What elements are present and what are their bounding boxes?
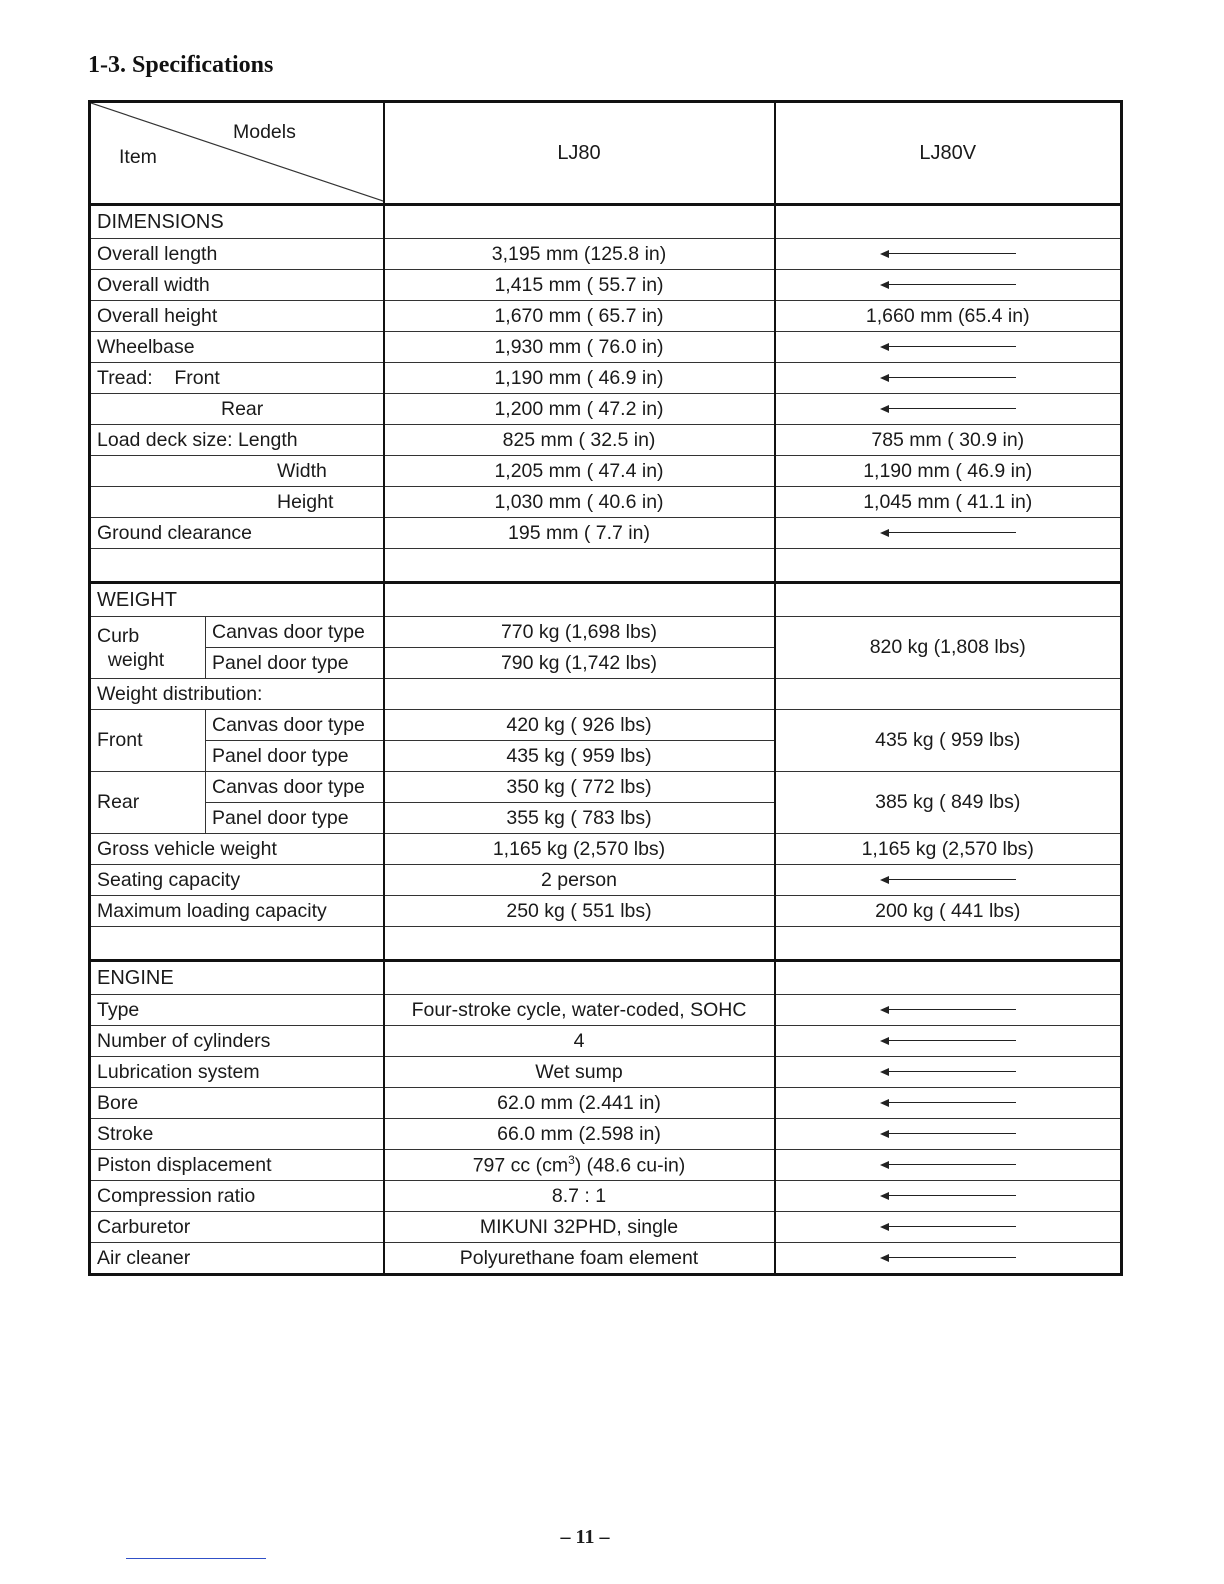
header-item-models-cell: [90, 102, 384, 205]
arrow-left-icon: [880, 1191, 1016, 1201]
row-label: Overall length: [90, 239, 384, 270]
arrow-left-icon: [880, 1098, 1016, 1108]
table-row: [90, 363, 1122, 394]
value-lj80: 797 cc $(cm^3)$ (48.6 cu-in): [384, 1150, 775, 1181]
value-lj80: 350 kg ( 772 lbs): [384, 772, 775, 803]
table-row: [90, 679, 1122, 710]
table-row: [90, 1026, 1122, 1057]
arrow-left-icon: [880, 1036, 1016, 1046]
arrow-left-icon: [880, 280, 1016, 290]
row-label: Lubrication system: [90, 1057, 384, 1088]
footer-rule: [126, 1558, 266, 1559]
table-row: [90, 1150, 1122, 1181]
row-label: Canvas door type: [206, 710, 384, 741]
value-lj80: MIKUNI 32PHD, single: [384, 1212, 775, 1243]
table-row: [90, 239, 1122, 270]
value-lj80: 770 kg (1,698 lbs): [384, 617, 775, 648]
table-row: [90, 425, 1122, 456]
value-lj80v: 820 kg (1,808 lbs): [775, 617, 1122, 679]
table-row: [90, 270, 1122, 301]
value-lj80: 1,165 kg (2,570 lbs): [384, 834, 775, 865]
row-label: Width: [90, 456, 384, 487]
arrow-left-icon: [880, 1005, 1016, 1015]
table-row-spacer: [90, 927, 1122, 961]
table-row: [90, 1243, 1122, 1275]
row-label: Wheelbase: [90, 332, 384, 363]
value-lj80v: 200 kg ( 441 lbs): [775, 896, 1122, 927]
table-row: [90, 456, 1122, 487]
specifications-table: [88, 100, 1123, 1276]
rear-label: Rear: [90, 772, 206, 834]
page-heading: 1-3. Specifications: [88, 52, 274, 78]
value-lj80: Polyurethane foam element: [384, 1243, 775, 1275]
table-header-row: [90, 102, 1122, 205]
table-row: [90, 1088, 1122, 1119]
page-number: – 11 –: [560, 1526, 610, 1548]
arrow-left-icon: [880, 1160, 1016, 1170]
table-row: [90, 961, 1122, 995]
table-row: [90, 1057, 1122, 1088]
table-row: [90, 896, 1122, 927]
value-lj80: Wet sump: [384, 1057, 775, 1088]
arrow-left-icon: [880, 1253, 1016, 1263]
load-deck-label: Load deck size:: [97, 428, 233, 451]
table-row: [90, 583, 1122, 617]
row-label: Weight distribution:: [90, 679, 384, 710]
value-lj80: 66.0 mm (2.598 in): [384, 1119, 775, 1150]
value-lj80: 3,195 mm (125.8 in): [384, 239, 775, 270]
value-lj80v: 1,045 mm ( 41.1 in): [775, 487, 1122, 518]
row-label: Overall width: [90, 270, 384, 301]
value-lj80: 250 kg ( 551 lbs): [384, 896, 775, 927]
row-label: Panel door type: [206, 741, 384, 772]
arrow-left-icon: [880, 404, 1016, 414]
table-row: [90, 205, 1122, 239]
value-lj80v: 1,165 kg (2,570 lbs): [775, 834, 1122, 865]
value-lj80: 790 kg (1,742 lbs): [384, 648, 775, 679]
tread-label: Tread:: [97, 366, 153, 389]
deck-length-label: Length: [237, 428, 298, 451]
table-row: [90, 1212, 1122, 1243]
arrow-left-icon: [880, 875, 1016, 885]
row-label: Bore: [90, 1088, 384, 1119]
value-lj80: 195 mm ( 7.7 in): [384, 518, 775, 549]
table-row: [90, 1181, 1122, 1212]
table-row: [90, 772, 1122, 803]
value-lj80: 2 person: [384, 865, 775, 896]
row-label: [90, 363, 384, 394]
value-lj80: 4: [384, 1026, 775, 1057]
row-label: Rear: [90, 394, 384, 425]
table-row: [90, 518, 1122, 549]
value-lj80: 420 kg ( 926 lbs): [384, 710, 775, 741]
table-row: [90, 834, 1122, 865]
table-row: [90, 995, 1122, 1026]
value-lj80: Four-stroke cycle, water-coded, SOHC: [384, 995, 775, 1026]
value-lj80: 1,670 mm ( 65.7 in): [384, 301, 775, 332]
row-label: Overall height: [90, 301, 384, 332]
row-label: Height: [90, 487, 384, 518]
row-label: Canvas door type: [206, 617, 384, 648]
header-lj80: LJ80: [384, 102, 775, 205]
row-label: Number of cylinders: [90, 1026, 384, 1057]
table-row: [90, 710, 1122, 741]
value-lj80: 1,415 mm ( 55.7 in): [384, 270, 775, 301]
header-models-label: Models: [233, 121, 296, 143]
value-lj80: 1,190 mm ( 46.9 in): [384, 363, 775, 394]
value-lj80: 62.0 mm (2.441 in): [384, 1088, 775, 1119]
value-lj80: 1,205 mm ( 47.4 in): [384, 456, 775, 487]
value-lj80: 355 kg ( 783 lbs): [384, 803, 775, 834]
row-label: Canvas door type: [206, 772, 384, 803]
table-row: [90, 332, 1122, 363]
row-label: Seating capacity: [90, 865, 384, 896]
row-label: [90, 425, 384, 456]
arrow-left-icon: [880, 1067, 1016, 1077]
value-lj80: 1,930 mm ( 76.0 in): [384, 332, 775, 363]
value-lj80v: 435 kg ( 959 lbs): [775, 710, 1122, 772]
row-label: Air cleaner: [90, 1243, 384, 1275]
table-row: [90, 617, 1122, 648]
table-row: [90, 394, 1122, 425]
value-lj80: 825 mm ( 32.5 in): [384, 425, 775, 456]
front-label: Front: [90, 710, 206, 772]
arrow-left-icon: [880, 1222, 1016, 1232]
header-lj80v: LJ80V: [775, 102, 1122, 205]
curb-weight-label: Curb weight: [90, 617, 206, 679]
row-label: Compression ratio: [90, 1181, 384, 1212]
section-title-engine: ENGINE: [90, 961, 384, 995]
tread-front-label: Front: [174, 366, 220, 389]
arrow-left-icon: [880, 249, 1016, 259]
table-row: [90, 301, 1122, 332]
row-label: Gross vehicle weight: [90, 834, 384, 865]
row-label: Stroke: [90, 1119, 384, 1150]
table-row: [90, 487, 1122, 518]
section-title-weight: WEIGHT: [90, 583, 384, 617]
arrow-left-icon: [880, 342, 1016, 352]
table-row-spacer: [90, 549, 1122, 583]
row-label: Panel door type: [206, 648, 384, 679]
value-lj80v: 385 kg ( 849 lbs): [775, 772, 1122, 834]
value-lj80: 435 kg ( 959 lbs): [384, 741, 775, 772]
arrow-left-icon: [880, 373, 1016, 383]
value-lj80: 1,200 mm ( 47.2 in): [384, 394, 775, 425]
value-lj80: 1,030 mm ( 40.6 in): [384, 487, 775, 518]
section-title-dimensions: DIMENSIONS: [90, 205, 384, 239]
row-label: Carburetor: [90, 1212, 384, 1243]
value-lj80v: 785 mm ( 30.9 in): [775, 425, 1122, 456]
header-item-label: Item: [119, 146, 157, 168]
value-lj80: 8.7 : 1: [384, 1181, 775, 1212]
arrow-left-icon: [880, 1129, 1016, 1139]
row-label: Ground clearance: [90, 518, 384, 549]
row-label: Type: [90, 995, 384, 1026]
table-row: [90, 1119, 1122, 1150]
arrow-left-icon: [880, 528, 1016, 538]
row-label: Panel door type: [206, 803, 384, 834]
row-label: Piston displacement: [90, 1150, 384, 1181]
table-row: [90, 865, 1122, 896]
value-lj80v: 1,190 mm ( 46.9 in): [775, 456, 1122, 487]
row-label: Maximum loading capacity: [90, 896, 384, 927]
value-lj80v: 1,660 mm (65.4 in): [775, 301, 1122, 332]
